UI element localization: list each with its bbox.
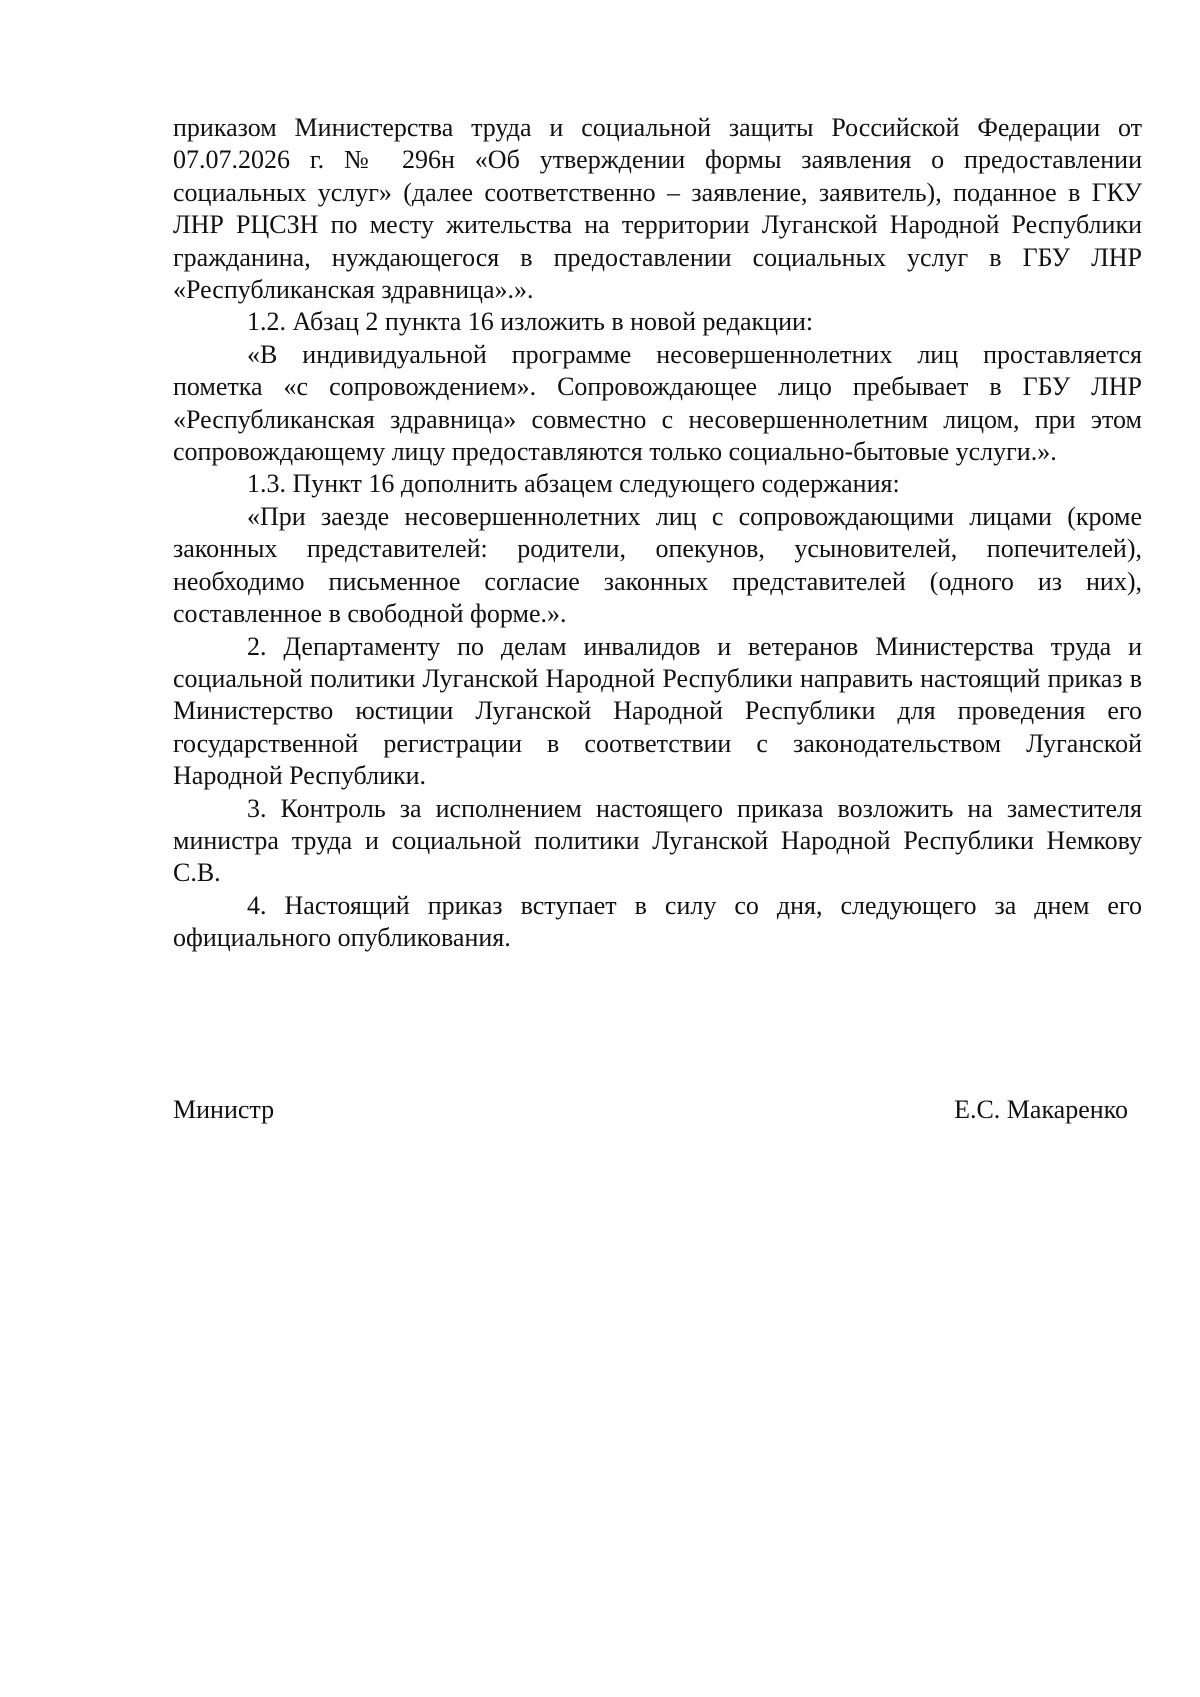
paragraph-continuation: приказом Министерства труда и социальной защиты Российской Федерации от 07.07.2026 г. № 296н «Об утверждении формы заявления о предоставлении социальных услуг» (далее соответственно – заявление, заявитель), поданное в ГКУ ЛНР РЦСЗН по месту жительства на территории Луганской Народной Республики гражданина, нуждающегося в предоставлении социальных услуг в ГБУ ЛНР «Республиканская здравница».». (173, 113, 1142, 305)
paragraph-quote-2: «При заезде несовершеннолетних лиц с сопровождающими лицами (кроме законных представителей: родители, опекунов, усыновителей, попечителей), необходимо письменное согласие законных представителей (одного из них), составленное в свободной форме.». (173, 501, 1142, 629)
paragraph-1-3: 1.3. Пункт 16 дополнить абзацем следующего содержания: (247, 469, 900, 499)
document-body (173, 112, 1142, 955)
paragraph-2: 2. Департаменту по делам инвалидов и ветеранов Министерства труда и социальной политики Луганской Народной Республики направить настоящий приказ в Министерство юстиции Луганской Народной Республики для проведения его государственной регистрации в соответствии с законодательством Луганской Народной Республики. (173, 631, 1142, 791)
paragraph-quote-1: «В индивидуальной программе несовершеннолетних лиц проставляется пометка «с сопровождением». Сопровождающее лицо пребывает в ГБУ ЛНР «Республиканская здравница» совместно с несовершеннолетним лицом, при этом сопровождающему лицу предоставляются только социально-бытовые услуги.». (173, 339, 1142, 467)
signatory-role: Министр (173, 1095, 275, 1124)
paragraph-1-2: 1.2. Абзац 2 пункта 16 изложить в новой редакции: (247, 307, 814, 337)
signatory-name: Е.С. Макаренко (954, 1095, 1128, 1124)
paragraph-4: 4. Настоящий приказ вступает в силу со дня, следующего за днем его официального опубликования. (173, 890, 1142, 953)
paragraph-3: 3. Контроль за исполнением настоящего приказа возложить на заместителя министра труда и социальной политики Луганской Народной Республики Немкову С.В. (173, 793, 1142, 888)
